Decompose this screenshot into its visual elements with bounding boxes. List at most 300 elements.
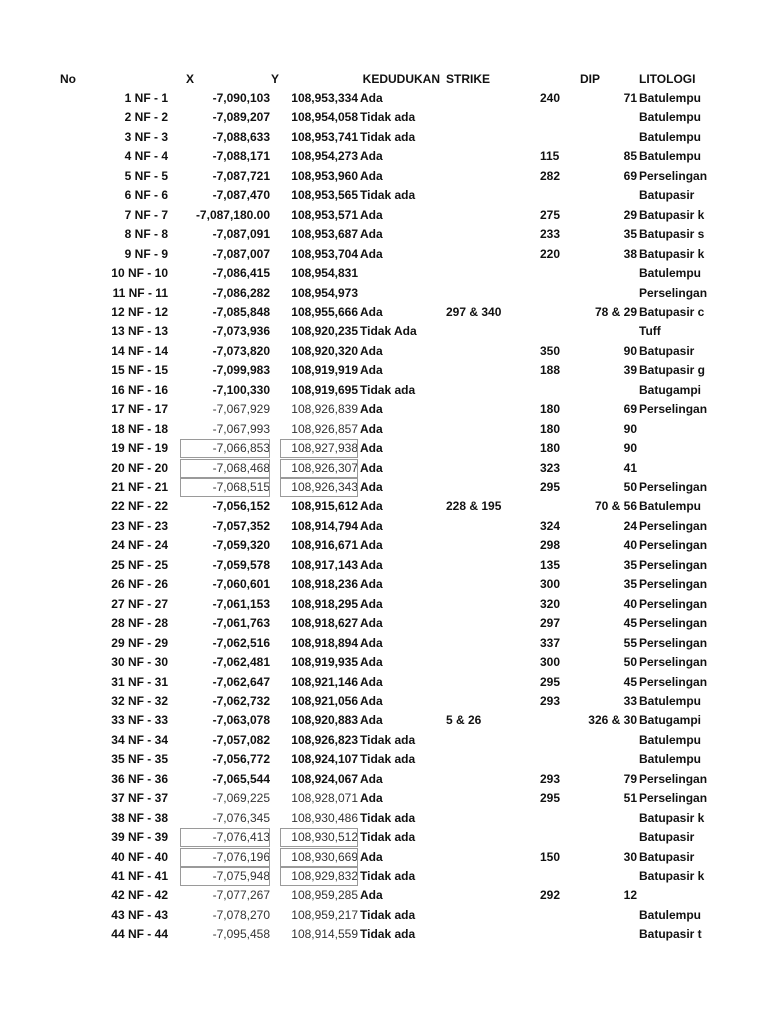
- cell-kedudukan: Tidak ada: [360, 130, 416, 144]
- cell-no: 14 NF - 14: [111, 344, 168, 358]
- cell-dip-dir: 292: [540, 888, 561, 902]
- cell-strike: [446, 886, 526, 905]
- cell-strike: [446, 400, 526, 419]
- cell-no: 24 NF - 24: [111, 538, 168, 552]
- cell-dip-dir: 350: [540, 344, 561, 358]
- cell-strike: [446, 595, 526, 614]
- cell-dip: [585, 264, 637, 283]
- cell-dip: 39: [623, 363, 637, 377]
- cell-litologi: Batupasir g: [639, 363, 706, 377]
- cell-dip: 70 & 56: [594, 499, 637, 513]
- cell-no: 12 NF - 12: [111, 305, 168, 319]
- cell-dip: 85: [623, 149, 637, 163]
- cell-strike: [446, 925, 526, 944]
- cell-no: 37 NF - 37: [111, 791, 168, 805]
- cell-y: 108,919,919: [291, 363, 358, 377]
- cell-strike: [446, 731, 526, 750]
- cell-dip-dir: 293: [540, 772, 561, 786]
- table-row: [0, 478, 768, 497]
- cell-x: -7,087,007: [212, 247, 270, 261]
- cell-x: -7,068,468: [180, 459, 270, 478]
- cell-kedudukan: Ada: [360, 888, 383, 902]
- cell-y: 108,954,058: [291, 110, 358, 124]
- cell-y: 108,926,343: [280, 478, 358, 497]
- cell-kedudukan: Ada: [360, 208, 383, 222]
- cell-y: 108,953,571: [291, 208, 358, 222]
- header-y: Y: [270, 72, 279, 86]
- cell-dip: 12: [623, 888, 637, 902]
- table-row: [0, 809, 768, 828]
- cell-dip: 35: [623, 558, 637, 572]
- table-row: [0, 342, 768, 361]
- cell-dip: [585, 867, 637, 886]
- cell-y: 108,926,857: [291, 422, 358, 436]
- cell-litologi: Perselingan: [639, 616, 708, 630]
- cell-dip: 40: [623, 597, 637, 611]
- cell-litologi: Batupasir t: [639, 927, 702, 941]
- cell-kedudukan: Ada: [360, 675, 383, 689]
- cell-dip-dir: 233: [540, 227, 561, 241]
- cell-y: 108,920,883: [291, 713, 358, 727]
- cell-strike: [446, 264, 526, 283]
- cell-no: 25 NF - 25: [111, 558, 168, 572]
- cell-litologi: Batulempu: [639, 91, 702, 105]
- table-row: [0, 420, 768, 439]
- table-row: [0, 828, 768, 847]
- cell-dip: 35: [623, 227, 637, 241]
- cell-dip: 33: [623, 694, 637, 708]
- cell-y: 108,953,565: [291, 188, 358, 202]
- cell-x: -7,062,481: [212, 655, 270, 669]
- cell-strike: [446, 867, 526, 886]
- cell-no: 19 NF - 19: [111, 441, 168, 455]
- cell-litologi: Batupasir c: [639, 305, 705, 319]
- cell-strike: [446, 322, 526, 341]
- cell-litologi: Perselingan: [639, 402, 708, 416]
- table-row: [0, 731, 768, 750]
- cell-kedudukan: Ada: [360, 577, 383, 591]
- cell-no: 40 NF - 40: [111, 850, 168, 864]
- cell-strike: [446, 789, 526, 808]
- cell-strike: 228 & 195: [446, 499, 502, 513]
- cell-dip: [585, 731, 637, 750]
- cell-x: -7,089,207: [212, 110, 270, 124]
- cell-kedudukan: Ada: [360, 713, 383, 727]
- cell-kedudukan: Ada: [360, 694, 383, 708]
- header-no: No: [60, 72, 76, 86]
- cell-strike: 5 & 26: [446, 713, 482, 727]
- cell-litologi: Batugampi: [639, 713, 702, 727]
- table-row: [0, 108, 768, 127]
- cell-kedudukan: Ada: [360, 480, 383, 494]
- cell-dip: [585, 284, 637, 303]
- cell-x: -7,061,153: [212, 597, 270, 611]
- cell-litologi: Batupasir: [639, 830, 695, 844]
- cell-no: 30 NF - 30: [111, 655, 168, 669]
- cell-kedudukan: Ada: [360, 227, 383, 241]
- cell-x: -7,086,415: [212, 266, 270, 280]
- cell-y: 108,953,741: [291, 130, 358, 144]
- table-row: [0, 595, 768, 614]
- cell-kedudukan: Ada: [360, 616, 383, 630]
- cell-strike: [446, 770, 526, 789]
- header-strike: STRIKE: [446, 72, 491, 86]
- cell-y: 108,926,823: [291, 733, 358, 747]
- cell-y: 108,914,559: [291, 927, 358, 941]
- cell-dip-dir: 298: [540, 538, 561, 552]
- table-row: [0, 517, 768, 536]
- cell-dip-dir: 135: [540, 558, 561, 572]
- cell-x: -7,078,270: [212, 908, 270, 922]
- cell-dip: 90: [623, 441, 637, 455]
- table-row: [0, 575, 768, 594]
- table-row: [0, 147, 768, 166]
- cell-y: 108,921,056: [291, 694, 358, 708]
- cell-strike: [446, 614, 526, 633]
- cell-no: 33 NF - 33: [111, 713, 168, 727]
- cell-kedudukan: [360, 284, 440, 303]
- table-row: [0, 381, 768, 400]
- cell-dip-dir: 295: [540, 480, 561, 494]
- cell-kedudukan: Ada: [360, 461, 383, 475]
- cell-x: -7,073,936: [212, 324, 270, 338]
- cell-dip-dir: 275: [540, 208, 561, 222]
- cell-strike: [446, 225, 526, 244]
- cell-y: 108,953,960: [291, 169, 358, 183]
- cell-dip: 40: [623, 538, 637, 552]
- header-litologi: LITOLOGI: [639, 72, 696, 86]
- cell-dip: 71: [623, 91, 637, 105]
- cell-dip: [585, 186, 637, 205]
- cell-strike: [446, 828, 526, 847]
- table-row: [0, 614, 768, 633]
- cell-strike: [446, 439, 526, 458]
- cell-x: -7,085,848: [212, 305, 270, 319]
- cell-x: -7,088,633: [212, 130, 270, 144]
- cell-no: 4 NF - 4: [124, 149, 168, 163]
- cell-y: 108,914,794: [291, 519, 358, 533]
- cell-y: 108,924,067: [291, 772, 358, 786]
- cell-kedudukan: Ada: [360, 655, 383, 669]
- cell-dip-dir: 180: [540, 402, 561, 416]
- cell-x: -7,061,763: [212, 616, 270, 630]
- cell-x: -7,077,267: [212, 888, 270, 902]
- cell-y: 108,918,236: [291, 577, 358, 591]
- cell-dip: [585, 381, 637, 400]
- cell-x: -7,095,458: [212, 927, 270, 941]
- cell-x: -7,056,772: [212, 752, 270, 766]
- cell-kedudukan: Ada: [360, 636, 383, 650]
- cell-dip-dir: 297: [540, 616, 561, 630]
- cell-kedudukan: Ada: [360, 499, 383, 513]
- cell-litologi: Perselingan: [639, 772, 708, 786]
- cell-kedudukan: Tidak ada: [360, 830, 416, 844]
- cell-kedudukan: Ada: [360, 850, 383, 864]
- cell-litologi: Perselingan: [639, 169, 708, 183]
- cell-litologi: Batulempu: [639, 733, 702, 747]
- cell-litologi: Batulempu: [639, 499, 702, 513]
- cell-dip-dir: 300: [540, 655, 561, 669]
- table-row: [0, 284, 768, 303]
- cell-dip-dir: 180: [540, 441, 561, 455]
- cell-dip-dir: 220: [540, 247, 561, 261]
- cell-kedudukan: Tidak ada: [360, 188, 416, 202]
- cell-dip: [585, 750, 637, 769]
- cell-no: 36 NF - 36: [111, 772, 168, 786]
- cell-kedudukan: Ada: [360, 169, 383, 183]
- cell-dip-dir: 300: [540, 577, 561, 591]
- cell-kedudukan: Ada: [360, 91, 383, 105]
- cell-y: 108,918,894: [291, 636, 358, 650]
- cell-x: -7,086,282: [212, 286, 270, 300]
- cell-no: 16 NF - 16: [111, 383, 168, 397]
- header-x: X: [185, 72, 194, 86]
- cell-dip: [585, 108, 637, 127]
- cell-y: 108,918,295: [291, 597, 358, 611]
- cell-dip: 69: [623, 169, 637, 183]
- cell-y: 108,920,320: [291, 344, 358, 358]
- cell-x: -7,100,330: [212, 383, 270, 397]
- cell-x: -7,067,993: [212, 422, 270, 436]
- table-row: [0, 848, 768, 867]
- cell-dip: 41: [623, 461, 637, 475]
- cell-dip: 55: [623, 636, 637, 650]
- cell-strike: [446, 89, 526, 108]
- cell-dip: 45: [623, 675, 637, 689]
- cell-x: -7,062,516: [212, 636, 270, 650]
- cell-x: -7,087,721: [212, 169, 270, 183]
- cell-no: 43 NF - 43: [111, 908, 168, 922]
- cell-y: 108,917,143: [291, 558, 358, 572]
- cell-dip: 35: [623, 577, 637, 591]
- cell-strike: [446, 361, 526, 380]
- cell-x: -7,063,078: [212, 713, 270, 727]
- cell-kedudukan: Ada: [360, 558, 383, 572]
- cell-litologi: Batulempu: [639, 752, 702, 766]
- cell-x: -7,060,601: [212, 577, 270, 591]
- cell-litologi: Batupasir k: [639, 811, 705, 825]
- cell-kedudukan: Tidak ada: [360, 752, 416, 766]
- header-row: [0, 70, 768, 89]
- cell-strike: [446, 459, 526, 478]
- table-row: [0, 400, 768, 419]
- cell-y: 108,955,666: [291, 305, 358, 319]
- cell-litologi: Batulempu: [639, 266, 702, 280]
- cell-kedudukan: Tidak ada: [360, 733, 416, 747]
- table-row: [0, 556, 768, 575]
- cell-dip-dir: 150: [540, 850, 561, 864]
- table-row: [0, 536, 768, 555]
- cell-strike: [446, 750, 526, 769]
- cell-kedudukan: Ada: [360, 402, 383, 416]
- cell-strike: [446, 108, 526, 127]
- cell-no: 22 NF - 22: [111, 499, 168, 513]
- cell-strike: [446, 692, 526, 711]
- cell-y: 108,918,627: [291, 616, 358, 630]
- cell-dip-dir: 320: [540, 597, 561, 611]
- cell-strike: [446, 478, 526, 497]
- cell-y: 108,953,687: [291, 227, 358, 241]
- cell-litologi: Batulempu: [639, 110, 702, 124]
- cell-dip: [585, 906, 637, 925]
- cell-y: 108,930,512: [280, 828, 358, 847]
- table-row: [0, 886, 768, 905]
- cell-no: 31 NF - 31: [111, 675, 168, 689]
- cell-litologi: Batulempu: [639, 149, 702, 163]
- table-row: [0, 711, 768, 730]
- cell-x: -7,057,352: [212, 519, 270, 533]
- cell-litologi: Batupasir: [639, 850, 695, 864]
- cell-no: 11 NF - 11: [112, 286, 168, 300]
- table-row: [0, 361, 768, 380]
- table-row: [0, 634, 768, 653]
- cell-no: 6 NF - 6: [124, 188, 168, 202]
- cell-dip: 50: [623, 655, 637, 669]
- table-row: [0, 186, 768, 205]
- cell-x: -7,068,515: [180, 478, 270, 497]
- cell-strike: [446, 575, 526, 594]
- table-row: [0, 925, 768, 944]
- table-row: [0, 770, 768, 789]
- table-row: [0, 497, 768, 516]
- cell-no: 8 NF - 8: [124, 227, 168, 241]
- table-row: [0, 264, 768, 283]
- table-row: [0, 225, 768, 244]
- cell-x: -7,073,820: [212, 344, 270, 358]
- cell-dip-dir: 337: [540, 636, 561, 650]
- cell-y: 108,930,669: [280, 848, 358, 867]
- cell-litologi: Perselingan: [639, 558, 708, 572]
- cell-no: 1 NF - 1: [124, 91, 168, 105]
- cell-litologi: Batugampi: [639, 383, 702, 397]
- cell-litologi: Perselingan: [639, 655, 708, 669]
- cell-no: 42 NF - 42: [111, 888, 168, 902]
- cell-litologi: Batupasir k: [639, 208, 705, 222]
- cell-dip-dir: 188: [540, 363, 561, 377]
- cell-strike: [446, 673, 526, 692]
- cell-no: 23 NF - 23: [111, 519, 168, 533]
- cell-strike: [446, 147, 526, 166]
- cell-y: 108,928,071: [291, 791, 358, 805]
- cell-litologi: [639, 886, 700, 905]
- cell-strike: [446, 634, 526, 653]
- cell-no: 38 NF - 38: [111, 811, 168, 825]
- cell-y: 108,926,839: [291, 402, 358, 416]
- cell-litologi: Batupasir k: [639, 247, 705, 261]
- cell-kedudukan: Tidak Ada: [360, 324, 417, 338]
- cell-dip-dir: 293: [540, 694, 561, 708]
- cell-strike: [446, 848, 526, 867]
- cell-dip: [585, 322, 637, 341]
- table-row: [0, 673, 768, 692]
- cell-dip: 30: [623, 850, 637, 864]
- cell-x: -7,076,196: [180, 848, 270, 867]
- cell-no: 15 NF - 15: [111, 363, 168, 377]
- cell-dip-dir: 240: [540, 91, 561, 105]
- cell-kedudukan: Tidak ada: [360, 927, 416, 941]
- cell-kedudukan: Ada: [360, 772, 383, 786]
- cell-x: -7,076,345: [212, 811, 270, 825]
- cell-strike: [446, 536, 526, 555]
- cell-dip-dir: 180: [540, 422, 561, 436]
- table-row: [0, 89, 768, 108]
- cell-dip: [585, 809, 637, 828]
- table-row: [0, 128, 768, 147]
- cell-dip: 45: [623, 616, 637, 630]
- cell-dip-dir: 295: [540, 791, 561, 805]
- table-row: [0, 653, 768, 672]
- cell-litologi: Perselingan: [639, 286, 708, 300]
- cell-strike: [446, 653, 526, 672]
- cell-y: 108,921,146: [291, 675, 358, 689]
- cell-no: 27 NF - 27: [111, 597, 168, 611]
- cell-kedudukan: Ada: [360, 422, 383, 436]
- table-row: [0, 245, 768, 264]
- cell-litologi: Perselingan: [639, 480, 708, 494]
- cell-no: 34 NF - 34: [111, 733, 168, 747]
- cell-x: -7,067,929: [212, 402, 270, 416]
- cell-litologi: Perselingan: [639, 538, 708, 552]
- cell-strike: [446, 245, 526, 264]
- cell-y: 108,919,695: [291, 383, 358, 397]
- cell-y: 108,927,938: [280, 439, 358, 458]
- cell-litologi: Tuff: [639, 324, 661, 338]
- cell-y: 108,959,217: [291, 908, 358, 922]
- cell-dip-dir: 323: [540, 461, 561, 475]
- cell-litologi: Perselingan: [639, 675, 708, 689]
- cell-dip: 29: [623, 208, 637, 222]
- cell-no: 17 NF - 17: [111, 402, 168, 416]
- cell-y: 108,954,273: [291, 149, 358, 163]
- cell-litologi: Perselingan: [639, 577, 708, 591]
- cell-x: -7,065,544: [212, 772, 270, 786]
- cell-strike: [446, 342, 526, 361]
- cell-litologi: Batulempu: [639, 694, 702, 708]
- cell-no: 32 NF - 32: [111, 694, 168, 708]
- cell-x: -7,057,082: [212, 733, 270, 747]
- cell-litologi: Batulempu: [639, 130, 702, 144]
- cell-strike: [446, 517, 526, 536]
- cell-kedudukan: Ada: [360, 149, 383, 163]
- cell-y: 108,959,285: [291, 888, 358, 902]
- cell-dip: 50: [623, 480, 637, 494]
- cell-y: 108,953,334: [291, 91, 358, 105]
- cell-kedudukan: Ada: [360, 363, 383, 377]
- cell-no: 13 NF - 13: [111, 324, 168, 338]
- cell-dip: 51: [623, 791, 637, 805]
- cell-dip: 326 & 30: [588, 713, 637, 727]
- cell-no: 39 NF - 39: [111, 830, 168, 844]
- cell-litologi: [639, 420, 700, 439]
- table-row: [0, 459, 768, 478]
- cell-no: 26 NF - 26: [111, 577, 168, 591]
- cell-dip: 69: [623, 402, 637, 416]
- cell-strike: 297 & 340: [446, 305, 502, 319]
- cell-no: 3 NF - 3: [124, 130, 168, 144]
- cell-dip-dir: 295: [540, 675, 561, 689]
- cell-strike: [446, 381, 526, 400]
- cell-y: 108,930,486: [291, 811, 358, 825]
- table-row: [0, 206, 768, 225]
- cell-y: 108,953,704: [291, 247, 358, 261]
- cell-kedudukan: Ada: [360, 305, 383, 319]
- cell-x: -7,087,470: [212, 188, 270, 202]
- cell-litologi: Batupasir s: [639, 227, 705, 241]
- cell-kedudukan: Tidak ada: [360, 383, 416, 397]
- cell-strike: [446, 420, 526, 439]
- cell-kedudukan: Ada: [360, 519, 383, 533]
- cell-no: 20 NF - 20: [111, 461, 168, 475]
